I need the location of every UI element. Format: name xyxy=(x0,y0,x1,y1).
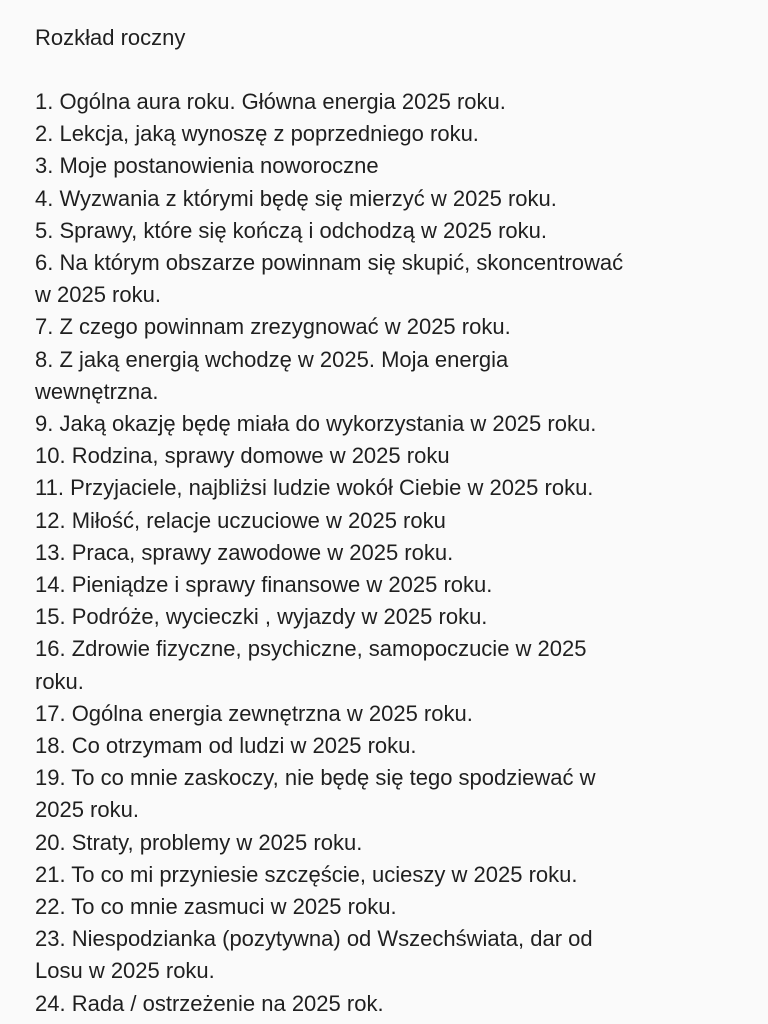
list-item-line: 13. Praca, sprawy zawodowe w 2025 roku. xyxy=(35,539,454,565)
list-item xyxy=(35,183,735,215)
list-item xyxy=(35,859,735,891)
list-item-line: 6. Na którym obszarze powinnam się skupić, skoncentrować xyxy=(35,250,624,276)
list-item xyxy=(35,344,735,408)
list-item-line: 9. Jaką okazję będę miała do wykorzystania w 2025 roku. xyxy=(35,411,597,437)
list-item xyxy=(35,537,735,569)
list-item-line: 21. To co mi przyniesie szczęście, ucieszy w 2025 roku. xyxy=(35,861,578,887)
list-item xyxy=(35,827,735,859)
list-item xyxy=(35,472,735,504)
list-item xyxy=(35,247,735,311)
list-item-line: 12. Miłość, relacje uczuciowe w 2025 roku xyxy=(35,507,446,533)
list-item xyxy=(35,505,735,537)
list-item-line: 15. Podróże, wycieczki , wyjazdy w 2025 roku. xyxy=(35,604,488,630)
list-item-line: 24. Rada / ostrzeżenie na 2025 rok. xyxy=(35,990,384,1016)
list-item-line: roku. xyxy=(35,668,84,694)
list-item-line: 17. Ogólna energia zewnętrzna w 2025 roku. xyxy=(35,700,473,726)
list-item-line: 3. Moje postanowienia noworoczne xyxy=(35,153,379,179)
list-item-line: 4. Wyzwania z którymi będę się mierzyć w 2025 roku. xyxy=(35,185,557,211)
list-item-line: 23. Niespodzianka (pozytywna) od Wszechświata, dar od xyxy=(35,926,593,952)
list-item xyxy=(35,118,735,150)
list-item xyxy=(35,86,735,118)
list-item xyxy=(35,762,735,826)
list-item xyxy=(35,569,735,601)
list-item-line: 1. Ogólna aura roku. Główna energia 2025 roku. xyxy=(35,89,506,114)
list-item-line: 19. To co mnie zaskoczy, nie będę się tego spodziewać w xyxy=(35,765,596,791)
list-item-line: 2. Lekcja, jaką wynoszę z poprzedniego roku. xyxy=(35,121,479,147)
list-item-line: 16. Zdrowie fizyczne, psychiczne, samopoczucie w 2025 xyxy=(35,636,587,662)
list-item-line: 22. To co mnie zasmuci w 2025 roku. xyxy=(35,894,397,920)
list-item-line: wewnętrzna. xyxy=(35,378,159,404)
list-item xyxy=(35,633,735,697)
list-item-line: 8. Z jaką energią wchodzę w 2025. Moja energia xyxy=(35,346,509,372)
list-item-line: 5. Sprawy, które się kończą i odchodzą w 2025 roku. xyxy=(35,217,547,243)
numbered-list xyxy=(35,86,735,1020)
list-item-line: 20. Straty, problemy w 2025 roku. xyxy=(35,829,363,855)
list-item-line: w 2025 roku. xyxy=(35,282,161,308)
list-item xyxy=(35,730,735,762)
list-item xyxy=(35,408,735,440)
list-item-line: 7. Z czego powinnam zrezygnować w 2025 roku. xyxy=(35,314,511,340)
list-item-line: Losu w 2025 roku. xyxy=(35,958,215,984)
list-item xyxy=(35,150,735,182)
list-item-line: 11. Przyjaciele, najbliżsi ludzie wokół Ciebie w 2025 roku. xyxy=(35,475,594,501)
list-item xyxy=(35,440,735,472)
list-item xyxy=(35,215,735,247)
list-item xyxy=(35,601,735,633)
list-item xyxy=(35,988,735,1020)
list-item xyxy=(35,311,735,343)
page-title: Rozkład roczny xyxy=(35,25,186,50)
list-item xyxy=(35,698,735,730)
list-item xyxy=(35,923,735,987)
list-item xyxy=(35,891,735,923)
list-item-line: 14. Pieniądze i sprawy finansowe w 2025 roku. xyxy=(35,572,493,598)
list-item-line: 10. Rodzina, sprawy domowe w 2025 roku xyxy=(35,443,450,469)
list-item-line: 2025 roku. xyxy=(35,797,139,823)
list-item-line: 18. Co otrzymam od ludzi w 2025 roku. xyxy=(35,733,417,759)
